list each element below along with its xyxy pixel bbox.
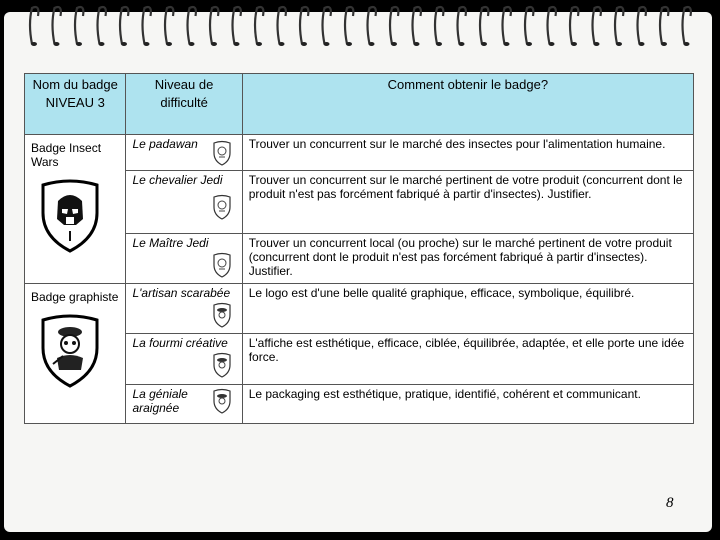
level-cell (126, 170, 242, 233)
level-shield-icon (212, 194, 232, 220)
graphic-designer-shield-icon (39, 314, 101, 388)
table-row (25, 135, 694, 170)
page-number: 8 (666, 495, 674, 511)
spiral-hole (279, 42, 285, 46)
spiral-hole (481, 42, 487, 46)
spiral-ring (593, 7, 601, 44)
spiral-ring (390, 7, 398, 44)
spiral-ring (683, 7, 691, 44)
spiral-hole (211, 42, 217, 46)
level-name: Le chevalier Jedi (132, 172, 223, 187)
level-cell (126, 334, 242, 384)
level-name: Le padawan (132, 137, 198, 152)
spiral-ring (188, 7, 196, 44)
how-cell: L'affiche est esthétique, efficace, ciblée, équilibrée, adaptée, et elle porte une idée force. (242, 334, 693, 384)
level-shield-icon (212, 140, 232, 166)
spiral-binding-icon (20, 4, 700, 48)
spiral-hole (571, 42, 577, 46)
spiral-hole (684, 42, 690, 46)
level-name: La fourmi créative (132, 336, 228, 351)
level-shield-icon (212, 352, 232, 378)
spiral-hole (549, 42, 555, 46)
level-cell (126, 135, 242, 170)
header-row (25, 74, 694, 135)
spiral-ring (323, 7, 331, 44)
level-name: Le Maître Jedi (132, 235, 209, 250)
level-name: La géniale araignée (132, 386, 188, 415)
spiral-hole (414, 42, 420, 46)
spiral-ring (233, 7, 241, 44)
spiral-ring (503, 7, 511, 44)
how-cell: Trouver un concurrent sur le marché pertinent de votre produit (concurrent dont le produit n'est pas forcément fabriqué à partir d'insectes). Justifier. (242, 170, 693, 233)
level-cell (126, 384, 242, 423)
spiral-ring (435, 7, 443, 44)
badge-cell-insect-wars (25, 135, 126, 284)
spiral-ring (548, 7, 556, 44)
level-cell (126, 233, 242, 283)
spiral-hole (504, 42, 510, 46)
header-how-to-obtain: Comment obtenir le badge? (242, 74, 693, 135)
table-row (25, 284, 694, 334)
spiral-ring (480, 7, 488, 44)
spiral-hole (369, 42, 375, 46)
spiral-ring (345, 7, 353, 44)
header-difficulty: Niveau de difficulté (126, 74, 242, 135)
spiral-hole (391, 42, 397, 46)
spiral-ring (570, 7, 578, 44)
spiral-hole (256, 42, 262, 46)
badge-table (24, 73, 694, 424)
spiral-ring (660, 7, 668, 44)
spiral-ring (53, 7, 61, 44)
header-badge-name: Nom du badge NIVEAU 3 (25, 74, 126, 135)
spiral-ring (458, 7, 466, 44)
spiral-hole (616, 42, 622, 46)
level-name: L'artisan scarabée (132, 286, 231, 301)
spiral-hole (234, 42, 240, 46)
spiral-hole (31, 42, 37, 46)
spiral-ring (143, 7, 151, 44)
spiral-ring (615, 7, 623, 44)
spiral-ring (120, 7, 128, 44)
spiral-hole (526, 42, 532, 46)
spiral-ring (525, 7, 533, 44)
how-cell: Trouver un concurrent sur le marché des insectes pour l'alimentation humaine. (242, 135, 693, 170)
spiral-hole (301, 42, 307, 46)
spiral-ring (413, 7, 421, 44)
spiral-ring (98, 7, 106, 44)
spiral-hole (594, 42, 600, 46)
badge-cell-graphiste (25, 284, 126, 424)
spiral-hole (459, 42, 465, 46)
how-cell: Le packaging est esthétique, pratique, identifié, cohérent et communicant. (242, 384, 693, 423)
spiral-ring (210, 7, 218, 44)
spiral-hole (639, 42, 645, 46)
how-cell: Trouver un concurrent local (ou proche) sur le marché pertinent de votre produit (concurrent dont le produit n'est pas forcément fabriqué à partir d'insectes). Justifier. (242, 233, 693, 283)
spiral-ring (165, 7, 173, 44)
spiral-ring (368, 7, 376, 44)
spiral-ring (638, 7, 646, 44)
spiral-hole (76, 42, 82, 46)
level-shield-icon (212, 302, 232, 328)
level-shield-icon (212, 388, 232, 414)
spiral-hole (121, 42, 127, 46)
darth-vader-shield-icon (39, 179, 101, 253)
level-cell (126, 284, 242, 334)
badge-name: Badge graphiste (31, 290, 119, 305)
spiral-hole (166, 42, 172, 46)
spiral-hole (144, 42, 150, 46)
spiral-hole (324, 42, 330, 46)
spiral-ring (30, 7, 38, 44)
spiral-hole (346, 42, 352, 46)
spiral-hole (99, 42, 105, 46)
spiral-ring (278, 7, 286, 44)
spiral-hole (661, 42, 667, 46)
level-shield-icon (212, 252, 232, 278)
spiral-hole (436, 42, 442, 46)
spiral-hole (189, 42, 195, 46)
spiral-ring (300, 7, 308, 44)
how-cell: Le logo est d'une belle qualité graphique, efficace, symbolique, équilibré. (242, 284, 693, 334)
spiral-ring (75, 7, 83, 44)
badge-name: Badge Insect Wars (31, 141, 102, 170)
spiral-hole (54, 42, 60, 46)
spiral-ring (255, 7, 263, 44)
